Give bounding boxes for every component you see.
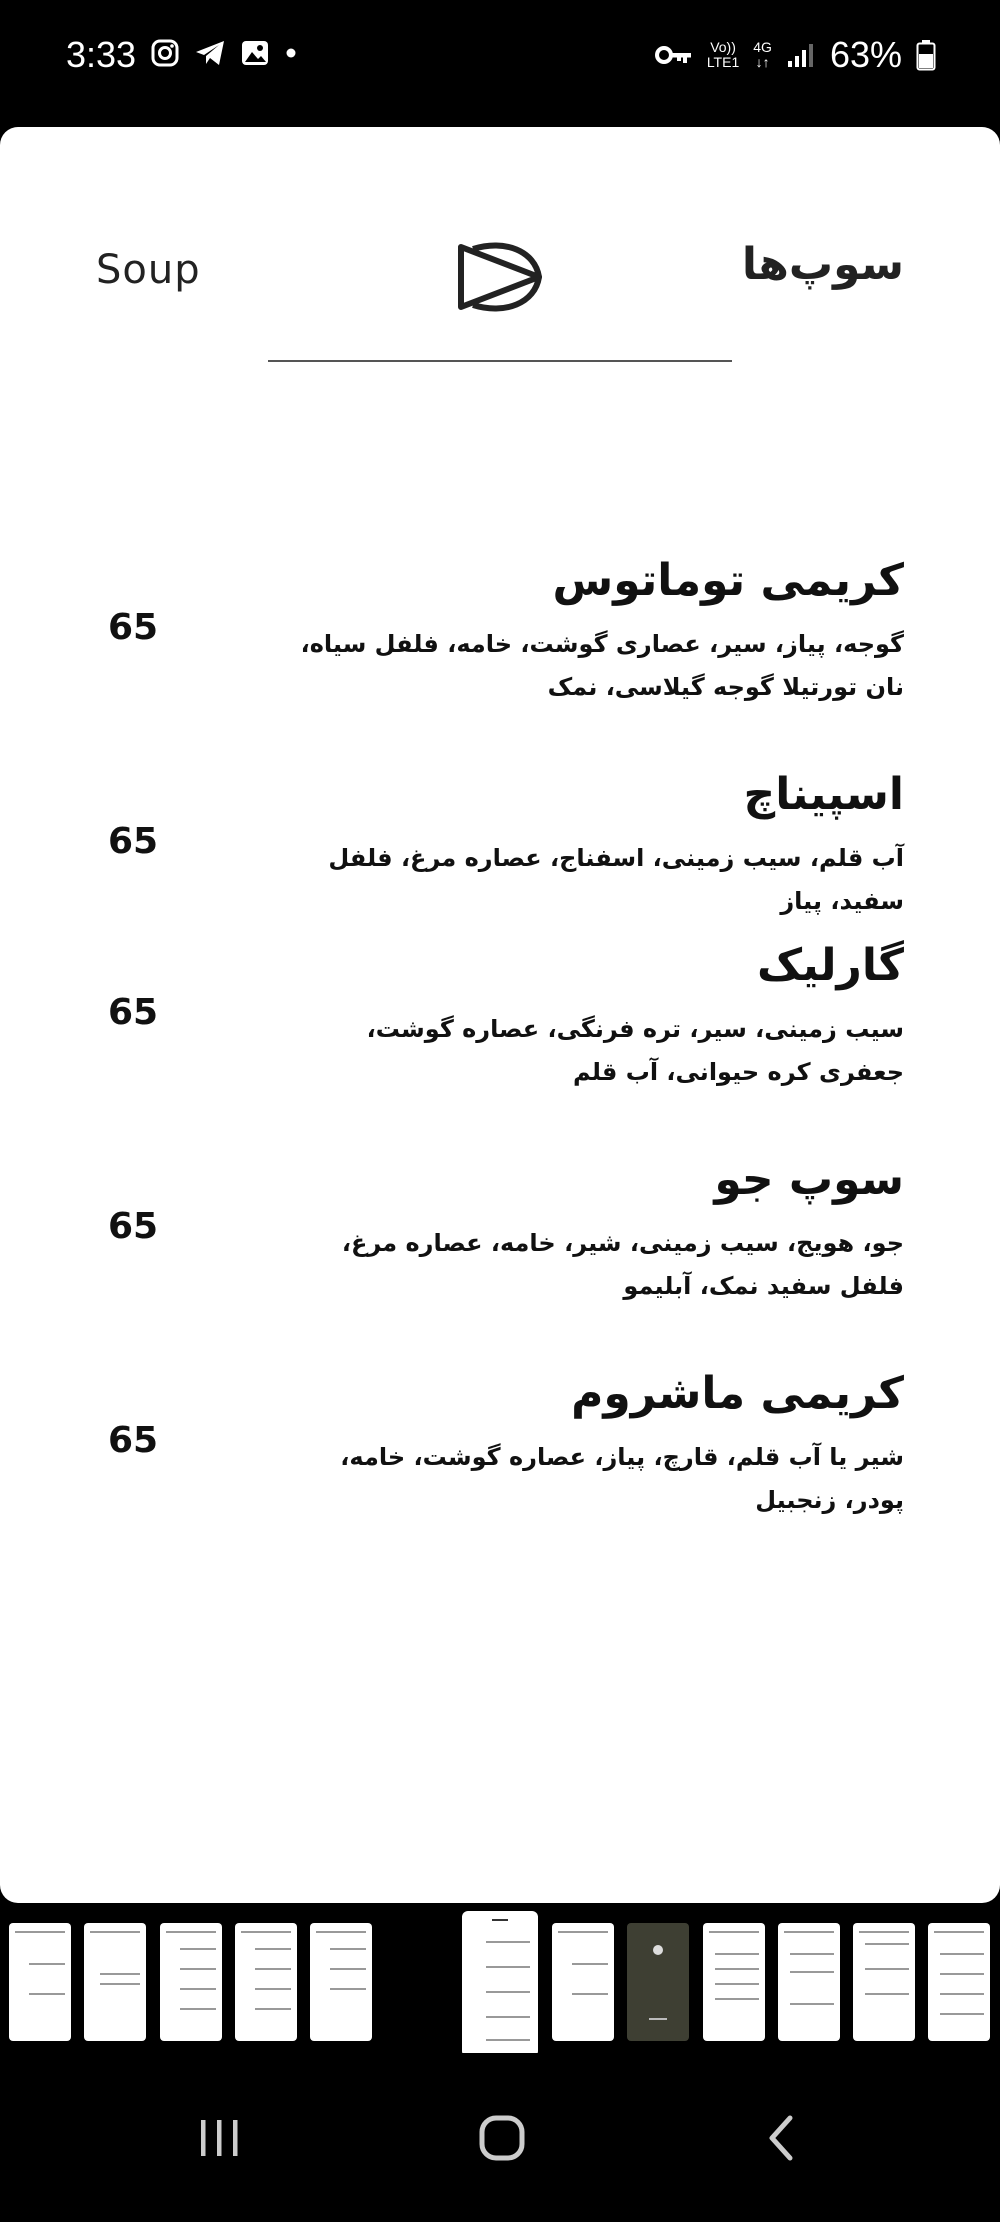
menu-item-price: 65 bbox=[108, 1420, 159, 1461]
page-thumbnail[interactable] bbox=[703, 1923, 765, 2041]
menu-item-title: اسپیناچ bbox=[743, 769, 904, 820]
page-thumbnail[interactable] bbox=[310, 1923, 372, 2041]
network-type-icon bbox=[707, 40, 739, 70]
telegram-icon bbox=[194, 38, 226, 68]
home-icon[interactable] bbox=[472, 2108, 532, 2168]
vpn-key-icon bbox=[655, 43, 693, 67]
status-icons-left bbox=[150, 38, 298, 68]
menu-item-price: 65 bbox=[108, 1206, 159, 1247]
menu-item-description: سیب زمینی، سیر، تره فرنگی، عصاره گوشت، جعفری کره حیوانی، آب قلم bbox=[366, 1015, 904, 1086]
gallery-icon bbox=[240, 38, 270, 68]
page-thumbnail[interactable] bbox=[853, 1923, 915, 2041]
network-type-top: Vo)) bbox=[710, 39, 736, 55]
data-type-bottom: ↓↑ bbox=[755, 54, 770, 70]
navigation-bar bbox=[0, 2053, 1000, 2222]
page-thumbnail[interactable] bbox=[160, 1923, 222, 2041]
menu-item-price: 65 bbox=[108, 992, 159, 1033]
page-thumbnail[interactable] bbox=[552, 1923, 614, 2041]
instagram-icon bbox=[150, 38, 180, 68]
data-type-icon bbox=[753, 40, 772, 70]
page-thumbnail[interactable] bbox=[84, 1923, 146, 2041]
recent-apps-icon[interactable] bbox=[190, 2108, 250, 2168]
status-time: 3:33 bbox=[66, 34, 137, 75]
status-icons-right bbox=[655, 34, 936, 76]
battery-icon bbox=[916, 39, 936, 71]
status-bar bbox=[0, 0, 1000, 120]
page-thumbnail[interactable] bbox=[235, 1923, 297, 2041]
menu-item-description: گوجه، پیاز، سیر، عصاری گوشت، خامه، فلفل سیاه، نان تورتیلا گوجه گیلاسی، نمک bbox=[300, 630, 904, 701]
back-icon[interactable] bbox=[752, 2108, 812, 2168]
signal-icon bbox=[786, 41, 816, 69]
menu-item-price: 65 bbox=[108, 607, 159, 648]
menu-item-title: کریمی ماشروم bbox=[571, 1368, 904, 1419]
data-type-top: 4G bbox=[753, 39, 772, 55]
page-thumbnail-strip[interactable] bbox=[0, 1903, 1000, 2053]
menu-item-title: سوپ جو bbox=[714, 1154, 904, 1205]
logo-icon bbox=[455, 237, 545, 317]
menu-item-price: 65 bbox=[108, 821, 159, 862]
menu-item-title: گارلیک bbox=[757, 940, 904, 991]
menu-item-description: جو، هویج، سیب زمینی، شیر، خامه، عصاره مرغ، فلفل سفید نمک، آبلیمو bbox=[341, 1229, 904, 1300]
battery-percent: 63% bbox=[829, 34, 902, 75]
page-title-english: Soup bbox=[96, 247, 201, 293]
page-thumbnail[interactable] bbox=[627, 1923, 689, 2041]
notification-dot-icon bbox=[284, 46, 298, 60]
network-type-bottom: LTE1 bbox=[706, 54, 740, 70]
page-title-persian: سوپ‌ها bbox=[741, 239, 904, 290]
page-thumbnail[interactable] bbox=[928, 1923, 990, 2041]
page-thumbnail[interactable] bbox=[778, 1923, 840, 2041]
page-thumbnail-active[interactable] bbox=[462, 1911, 538, 2057]
menu-item-description: آب قلم، سیب زمینی، اسفناج، عصاره مرغ، فلفل سفید، پیاز bbox=[328, 844, 904, 915]
menu-item-description: شیر یا آب قلم، قارچ، پیاز، عصاره گوشت، خامه، پودر، زنجبیل bbox=[340, 1443, 904, 1514]
menu-item-title: کریمی توماتوس bbox=[552, 555, 904, 606]
menu-page[interactable] bbox=[0, 127, 1000, 1903]
page-thumbnail[interactable] bbox=[9, 1923, 71, 2041]
header-divider bbox=[268, 360, 732, 362]
